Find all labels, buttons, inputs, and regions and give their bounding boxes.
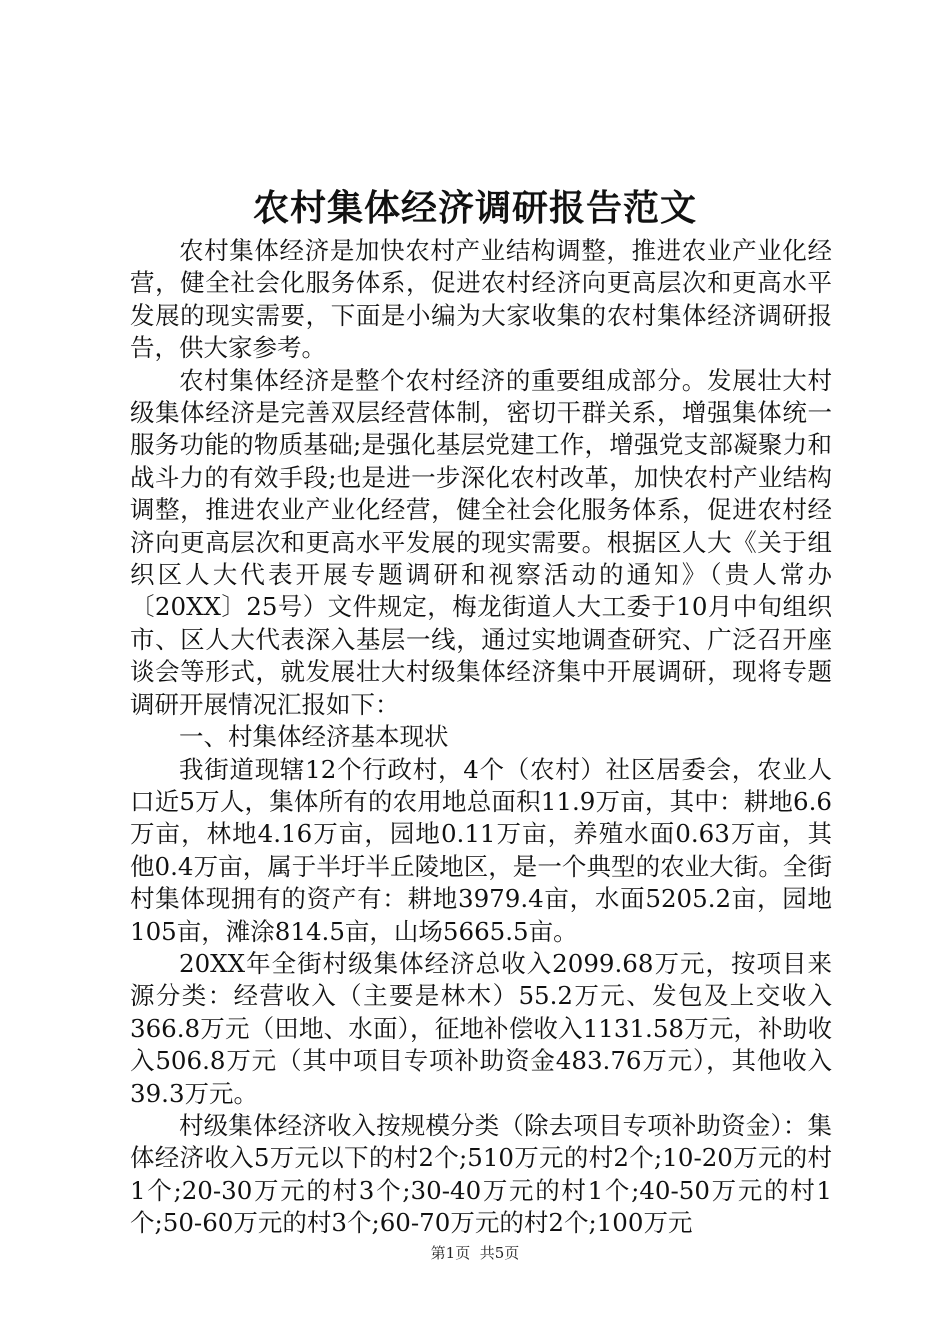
paragraph-income-sources: 20XX年全街村级集体经济总收入2099.68万元，按项目来源分类：经营收入（主要是林木）55.2万元、发包及上交收入366.8万元（田地、水面），征地补偿收入1131.58万元，补助收入506.8万元（其中项目专项补助资金483.76万元），其他收入39.3万元。 <box>130 948 832 1108</box>
document-body <box>130 235 832 1240</box>
page-total: 共5页 <box>479 1244 520 1262</box>
paragraph-income-scale: 村级集体经济收入按规模分类（除去项目专项补助资金）：集体经济收入5万元以下的村2个;510万元的村2个;10-20万元的村1个;20-30万元的村3个;30-40万元的村1个;40-50万元的村1个;50-60万元的村3个;60-70万元的村2个;100万元 <box>130 1110 832 1238</box>
document-title: 农村集体经济调研报告范文 <box>252 188 697 229</box>
page-footer <box>0 1243 950 1263</box>
section-heading: 一、村集体经济基本现状 <box>179 722 449 752</box>
paragraph-intro: 农村集体经济是加快农村产业结构调整，推进农业产业化经营，健全社会化服务体系，促进农村经济向更高层次和更高水平发展的现实需要，下面是小编为大家收集的农村集体经济调研报告，供大家参考。 <box>130 236 832 363</box>
page-number: 第1页 <box>430 1244 471 1262</box>
paragraph-current-status: 我街道现辖12个行政村，4个（农村）社区居委会，农业人口近5万人，集体所有的农用地总面积11.9万亩，其中：耕地6.6万亩，林地4.16万亩，园地0.11万亩，养殖水面0.63万亩，其他0.4万亩，属于半圩半丘陵地区，是一个典型的农业大街。全街村集体现拥有的资产有：耕地3979.4亩，水面5205.2亩，园地105亩，滩涂814.5亩，山场5665.5亩。 <box>130 754 832 946</box>
paragraph-background: 农村集体经济是整个农村经济的重要组成部分。发展壮大村级集体经济是完善双层经营体制，密切干群关系，增强集体统一服务功能的物质基础;是强化基层党建工作，增强党支部凝聚力和战斗力的有效手段;也是进一步深化农村改革，加快农村产业结构调整，推进农业产业化经营，健全社会化服务体系，促进农村经济向更高层次和更高水平发展的现实需要。根据区人大《关于组织区人大代表开展专题调研和视察活动的通知》（贵人常办〔20XX〕25号）文件规定，梅龙街道人大工委于10月中旬组织市、区人大代表深入基层一线，通过实地调查研究、广泛召开座谈会等形式，就发展壮大村级集体经济集中开展调研，现将专题调研开展情况汇报如下： <box>130 365 832 719</box>
